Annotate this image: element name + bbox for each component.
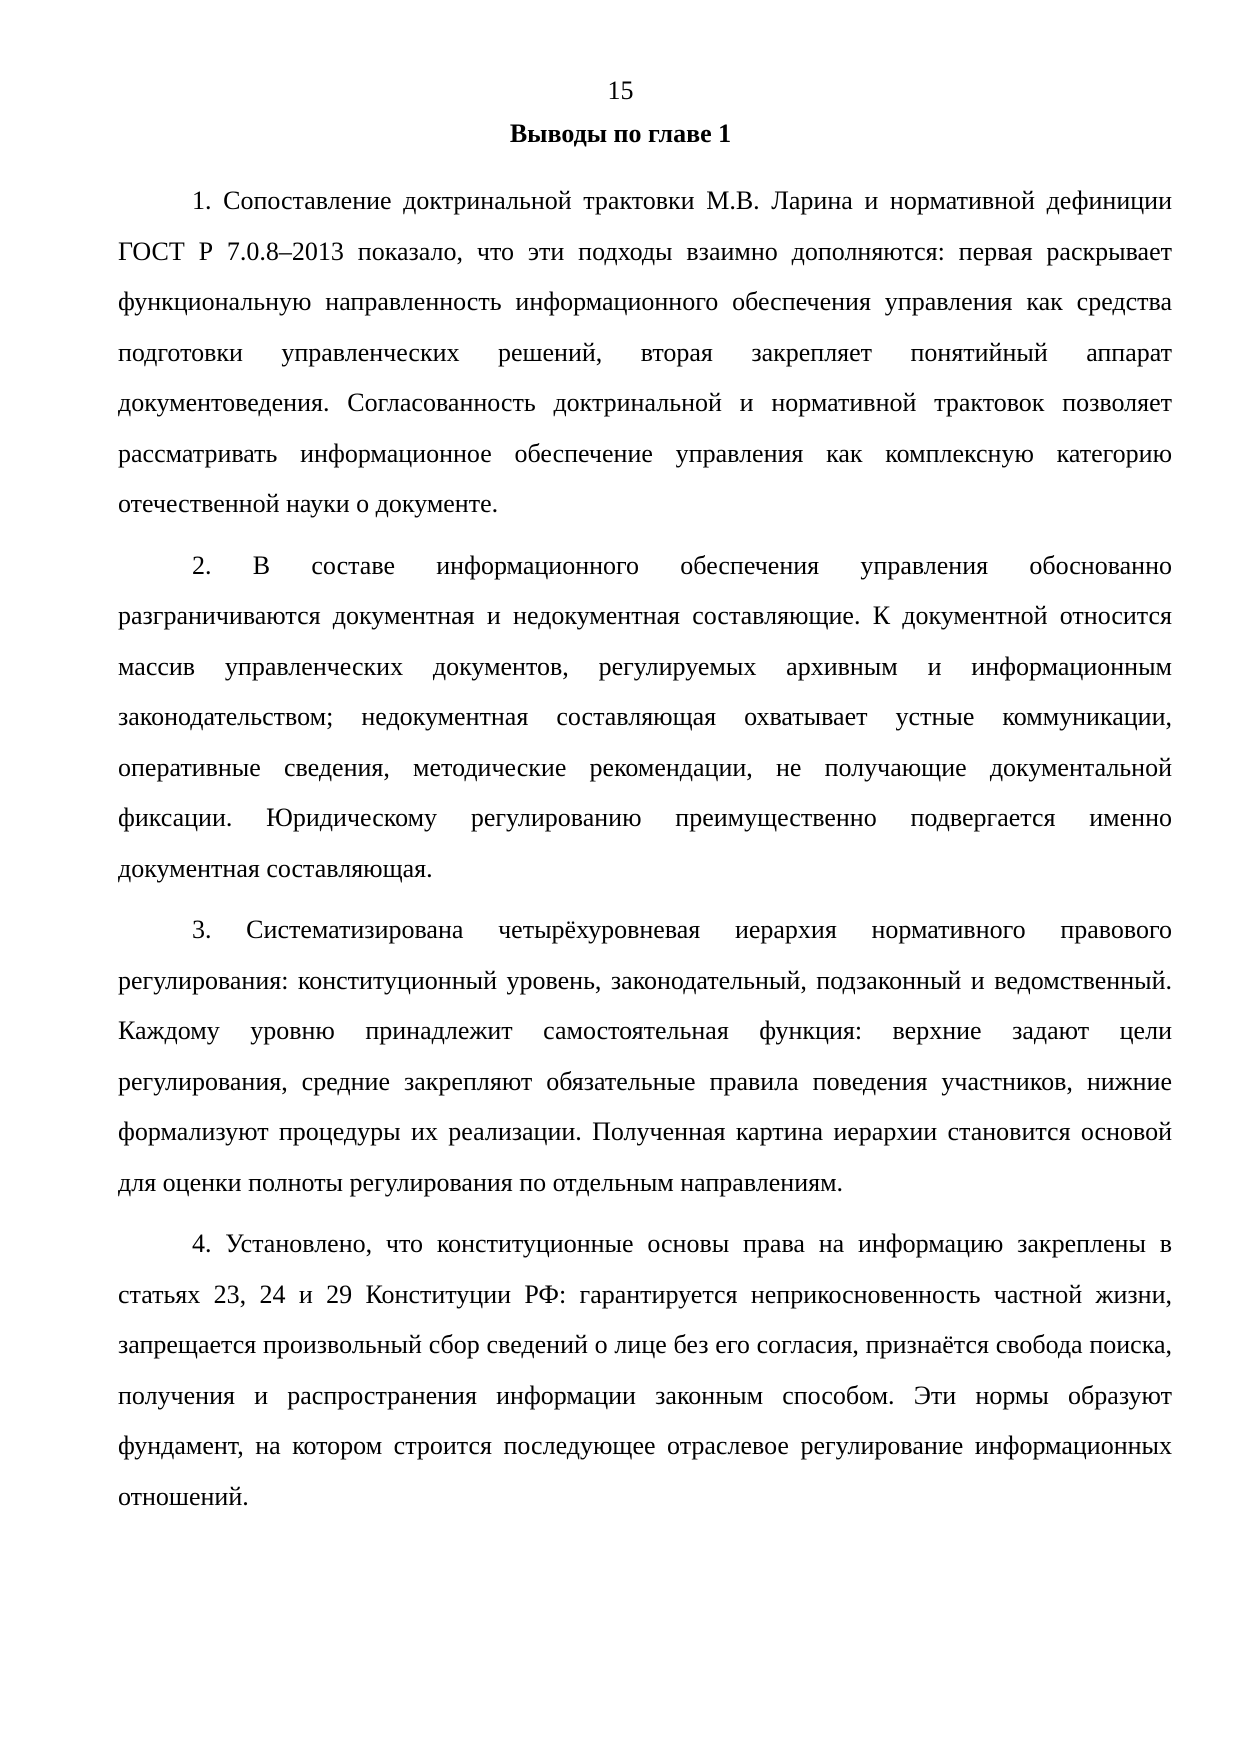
conclusion-paragraph-4: 4. Установлено, что конституционные основы права на информацию закреплены в статьях 23, 24 и 29 Конституции РФ: гарантируется неприкосновенность частной жизни, запрещается произвольный сбор сведений о лице без его согласия, признаётся свобода поиска, получения и распространения информации законным способом. Эти нормы образуют фундамент, на котором строится последующее отраслевое регулирование информационных отношений.: [118, 1229, 1172, 1511]
conclusion-paragraph-2: 2. В составе информационного обеспечения управления обоснованно разграничиваются документная и недокументная составляющие. К документной относится массив управленческих документов, регулируемых архивным и информационным законодательством; недокументная составляющая охватывает устные коммуникации, оперативные сведения, методические рекомендации, не получающие документальной фиксации. Юридическому регулированию преимущественно подвергается именно документная составляющая.: [118, 550, 1172, 883]
chapter-conclusions-heading: Выводы по главе 1: [509, 119, 732, 148]
conclusion-paragraph-1: 1. Сопоставление доктринальной трактовки М.В. Ларина и нормативной дефиниции ГОСТ Р 7.0.8–2013 показало, что эти подходы взаимно дополняются: первая раскрывает функциональную направленность информационного обеспечения управления как средства подготовки управленческих решений, вторая закрепляет понятийный аппарат документоведения. Согласованность доктринальной и нормативной трактовок позволяет рассматривать информационное обеспечение управления как комплексную категорию отечественной науки о документе.: [118, 186, 1172, 518]
page-number: 15: [607, 76, 634, 105]
conclusion-paragraph-3: 3. Систематизирована четырёхуровневая иерархия нормативного правового регулирования: конституционный уровень, законодательный, подзаконный и ведомственный. Каждому уровню принадлежит самостоятельная функция: верхние задают цели регулирования, средние закрепляют обязательные правила поведения участников, нижние формализуют процедуры их реализации. Полученная картина иерархии становится основой для оценки полноты регулирования по отдельным направлениям.: [118, 915, 1172, 1197]
body-text: [118, 176, 1172, 1533]
